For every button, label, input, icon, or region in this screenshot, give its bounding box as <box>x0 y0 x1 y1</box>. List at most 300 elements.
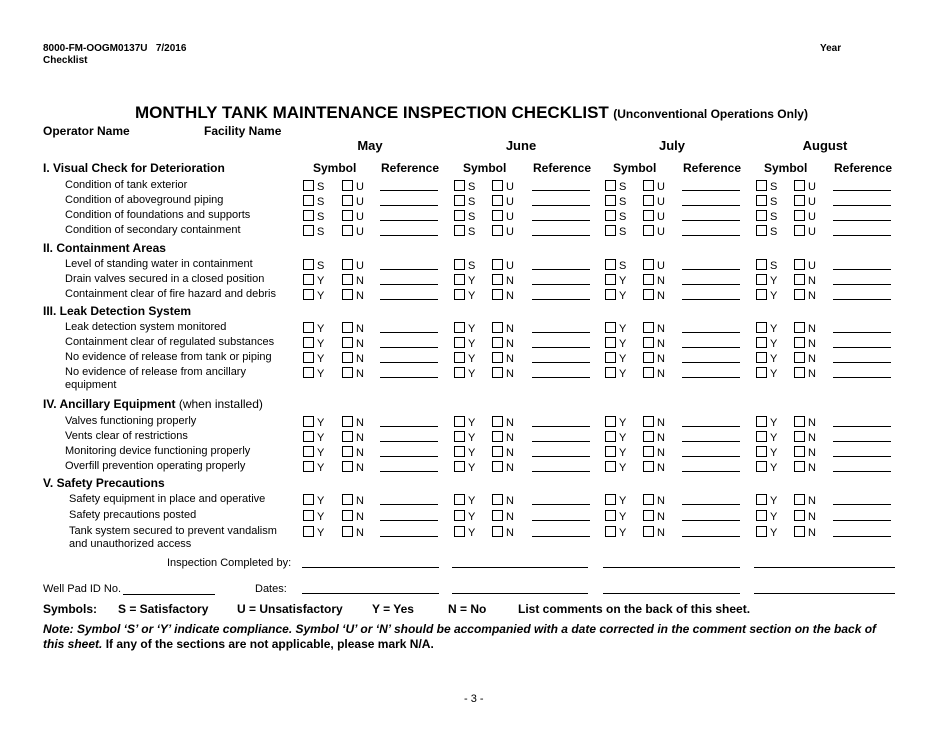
checkbox-square[interactable] <box>303 494 314 505</box>
reference-field[interactable] <box>833 377 891 378</box>
checkbox-square[interactable] <box>756 431 767 442</box>
checkbox-y[interactable] <box>454 494 475 507</box>
checkbox-y[interactable] <box>454 352 475 365</box>
checkbox-y[interactable] <box>454 510 475 523</box>
checkbox-n[interactable] <box>492 367 514 380</box>
checkbox-s[interactable] <box>454 259 475 272</box>
reference-field[interactable] <box>380 504 438 505</box>
checkbox-square[interactable] <box>303 210 314 221</box>
checkbox-n[interactable] <box>342 526 364 539</box>
checkbox-square[interactable] <box>303 337 314 348</box>
checkbox-square[interactable] <box>756 289 767 300</box>
checkbox-square[interactable] <box>303 195 314 206</box>
checkbox-square[interactable] <box>643 461 654 472</box>
checkbox-square[interactable] <box>794 431 805 442</box>
checkbox-u[interactable] <box>342 225 364 238</box>
checkbox-square[interactable] <box>643 510 654 521</box>
reference-field[interactable] <box>532 235 590 236</box>
checkbox-n[interactable] <box>643 431 665 444</box>
well-pad-id-field[interactable] <box>123 594 215 595</box>
checkbox-square[interactable] <box>454 225 465 236</box>
checkbox-square[interactable] <box>794 195 805 206</box>
checkbox-square[interactable] <box>342 195 353 206</box>
checkbox-square[interactable] <box>794 180 805 191</box>
reference-field[interactable] <box>380 269 438 270</box>
checkbox-square[interactable] <box>794 274 805 285</box>
reference-field[interactable] <box>532 426 590 427</box>
checkbox-square[interactable] <box>492 416 503 427</box>
checkbox-n[interactable] <box>643 322 665 335</box>
checkbox-y[interactable] <box>303 431 324 444</box>
reference-field[interactable] <box>682 471 740 472</box>
checkbox-square[interactable] <box>342 416 353 427</box>
checkbox-square[interactable] <box>605 210 616 221</box>
checkbox-y[interactable] <box>454 274 475 287</box>
checkbox-square[interactable] <box>643 367 654 378</box>
checkbox-square[interactable] <box>605 259 616 270</box>
checkbox-square[interactable] <box>342 274 353 285</box>
checkbox-square[interactable] <box>756 526 767 537</box>
checkbox-square[interactable] <box>342 337 353 348</box>
checkbox-square[interactable] <box>492 225 503 236</box>
checkbox-square[interactable] <box>756 367 767 378</box>
checkbox-n[interactable] <box>643 367 665 380</box>
checkbox-square[interactable] <box>454 180 465 191</box>
checkbox-y[interactable] <box>756 446 777 459</box>
checkbox-s[interactable] <box>454 225 475 238</box>
checkbox-square[interactable] <box>643 210 654 221</box>
checkbox-square[interactable] <box>303 180 314 191</box>
checkbox-square[interactable] <box>605 289 616 300</box>
checkbox-u[interactable] <box>342 210 364 223</box>
checkbox-y[interactable] <box>605 274 626 287</box>
checkbox-n[interactable] <box>643 337 665 350</box>
checkbox-square[interactable] <box>643 274 654 285</box>
checkbox-y[interactable] <box>454 367 475 380</box>
reference-field[interactable] <box>682 426 740 427</box>
checkbox-y[interactable] <box>454 322 475 335</box>
checkbox-s[interactable] <box>454 195 475 208</box>
checkbox-square[interactable] <box>605 274 616 285</box>
checkbox-n[interactable] <box>794 510 816 523</box>
checkbox-square[interactable] <box>342 259 353 270</box>
checkbox-u[interactable] <box>492 259 514 272</box>
checkbox-n[interactable] <box>492 461 514 474</box>
checkbox-square[interactable] <box>756 195 767 206</box>
checkbox-square[interactable] <box>454 446 465 457</box>
reference-field[interactable] <box>380 426 438 427</box>
checkbox-square[interactable] <box>454 322 465 333</box>
checkbox-square[interactable] <box>492 526 503 537</box>
reference-field[interactable] <box>380 190 438 191</box>
checkbox-square[interactable] <box>643 337 654 348</box>
checkbox-y[interactable] <box>303 446 324 459</box>
checkbox-u[interactable] <box>794 180 816 193</box>
checkbox-square[interactable] <box>794 225 805 236</box>
checkbox-square[interactable] <box>643 446 654 457</box>
checkbox-square[interactable] <box>794 210 805 221</box>
checkbox-y[interactable] <box>756 494 777 507</box>
checkbox-y[interactable] <box>454 337 475 350</box>
reference-field[interactable] <box>532 520 590 521</box>
checkbox-square[interactable] <box>756 337 767 348</box>
reference-field[interactable] <box>532 190 590 191</box>
checkbox-square[interactable] <box>303 416 314 427</box>
checkbox-square[interactable] <box>492 180 503 191</box>
checkbox-square[interactable] <box>756 225 767 236</box>
checkbox-y[interactable] <box>303 461 324 474</box>
reference-field[interactable] <box>682 536 740 537</box>
checkbox-u[interactable] <box>643 180 665 193</box>
checkbox-y[interactable] <box>454 431 475 444</box>
checkbox-square[interactable] <box>643 289 654 300</box>
checkbox-square[interactable] <box>303 526 314 537</box>
checkbox-y[interactable] <box>756 289 777 302</box>
checkbox-s[interactable] <box>756 210 777 223</box>
checkbox-square[interactable] <box>492 210 503 221</box>
checkbox-square[interactable] <box>342 510 353 521</box>
checkbox-y[interactable] <box>605 446 626 459</box>
checkbox-n[interactable] <box>643 446 665 459</box>
checkbox-s[interactable] <box>605 180 626 193</box>
reference-field[interactable] <box>682 504 740 505</box>
checkbox-n[interactable] <box>794 446 816 459</box>
checkbox-n[interactable] <box>643 352 665 365</box>
checkbox-square[interactable] <box>794 337 805 348</box>
reference-field[interactable] <box>833 235 891 236</box>
checkbox-square[interactable] <box>605 461 616 472</box>
checkbox-square[interactable] <box>643 195 654 206</box>
reference-field[interactable] <box>532 284 590 285</box>
reference-field[interactable] <box>833 504 891 505</box>
checkbox-square[interactable] <box>454 195 465 206</box>
checkbox-n[interactable] <box>492 446 514 459</box>
inspection-completed-by-field[interactable] <box>603 567 740 568</box>
checkbox-y[interactable] <box>756 431 777 444</box>
checkbox-u[interactable] <box>643 259 665 272</box>
checkbox-y[interactable] <box>454 289 475 302</box>
checkbox-y[interactable] <box>454 416 475 429</box>
checkbox-square[interactable] <box>605 526 616 537</box>
checkbox-square[interactable] <box>794 259 805 270</box>
checkbox-y[interactable] <box>756 416 777 429</box>
checkbox-n[interactable] <box>492 352 514 365</box>
checkbox-square[interactable] <box>756 416 767 427</box>
checkbox-n[interactable] <box>492 494 514 507</box>
reference-field[interactable] <box>532 441 590 442</box>
checkbox-square[interactable] <box>303 289 314 300</box>
reference-field[interactable] <box>532 362 590 363</box>
reference-field[interactable] <box>532 471 590 472</box>
checkbox-square[interactable] <box>492 274 503 285</box>
checkbox-n[interactable] <box>342 431 364 444</box>
reference-field[interactable] <box>682 284 740 285</box>
checkbox-n[interactable] <box>794 289 816 302</box>
reference-field[interactable] <box>682 456 740 457</box>
checkbox-n[interactable] <box>492 431 514 444</box>
checkbox-s[interactable] <box>756 259 777 272</box>
checkbox-square[interactable] <box>643 259 654 270</box>
checkbox-square[interactable] <box>454 510 465 521</box>
reference-field[interactable] <box>380 299 438 300</box>
checkbox-square[interactable] <box>454 461 465 472</box>
checkbox-n[interactable] <box>342 352 364 365</box>
checkbox-y[interactable] <box>605 352 626 365</box>
checkbox-u[interactable] <box>643 210 665 223</box>
reference-field[interactable] <box>380 205 438 206</box>
reference-field[interactable] <box>682 299 740 300</box>
reference-field[interactable] <box>682 520 740 521</box>
checkbox-n[interactable] <box>342 367 364 380</box>
reference-field[interactable] <box>682 269 740 270</box>
checkbox-square[interactable] <box>756 461 767 472</box>
checkbox-y[interactable] <box>756 322 777 335</box>
checkbox-y[interactable] <box>303 289 324 302</box>
checkbox-square[interactable] <box>643 431 654 442</box>
checkbox-y[interactable] <box>756 510 777 523</box>
checkbox-square[interactable] <box>756 494 767 505</box>
reference-field[interactable] <box>833 269 891 270</box>
reference-field[interactable] <box>380 471 438 472</box>
checkbox-y[interactable] <box>303 274 324 287</box>
checkbox-square[interactable] <box>342 494 353 505</box>
checkbox-s[interactable] <box>303 259 324 272</box>
checkbox-n[interactable] <box>794 494 816 507</box>
checkbox-square[interactable] <box>454 259 465 270</box>
checkbox-n[interactable] <box>342 274 364 287</box>
checkbox-square[interactable] <box>342 352 353 363</box>
checkbox-s[interactable] <box>303 225 324 238</box>
checkbox-square[interactable] <box>492 446 503 457</box>
checkbox-u[interactable] <box>492 210 514 223</box>
checkbox-square[interactable] <box>454 416 465 427</box>
checkbox-square[interactable] <box>605 431 616 442</box>
reference-field[interactable] <box>833 520 891 521</box>
checkbox-square[interactable] <box>794 416 805 427</box>
reference-field[interactable] <box>682 235 740 236</box>
checkbox-y[interactable] <box>454 446 475 459</box>
checkbox-u[interactable] <box>794 259 816 272</box>
checkbox-square[interactable] <box>342 367 353 378</box>
checkbox-square[interactable] <box>454 352 465 363</box>
checkbox-square[interactable] <box>492 337 503 348</box>
checkbox-s[interactable] <box>605 210 626 223</box>
checkbox-u[interactable] <box>492 180 514 193</box>
checkbox-n[interactable] <box>342 461 364 474</box>
checkbox-square[interactable] <box>454 289 465 300</box>
reference-field[interactable] <box>833 190 891 191</box>
checkbox-u[interactable] <box>492 225 514 238</box>
checkbox-n[interactable] <box>492 337 514 350</box>
checkbox-y[interactable] <box>605 494 626 507</box>
checkbox-s[interactable] <box>605 195 626 208</box>
reference-field[interactable] <box>380 332 438 333</box>
checkbox-n[interactable] <box>492 526 514 539</box>
checkbox-square[interactable] <box>303 510 314 521</box>
reference-field[interactable] <box>380 520 438 521</box>
reference-field[interactable] <box>682 220 740 221</box>
reference-field[interactable] <box>833 220 891 221</box>
checkbox-square[interactable] <box>342 210 353 221</box>
checkbox-y[interactable] <box>605 461 626 474</box>
checkbox-s[interactable] <box>303 210 324 223</box>
reference-field[interactable] <box>833 536 891 537</box>
checkbox-y[interactable] <box>756 367 777 380</box>
checkbox-square[interactable] <box>303 225 314 236</box>
checkbox-u[interactable] <box>643 195 665 208</box>
checkbox-u[interactable] <box>342 180 364 193</box>
checkbox-y[interactable] <box>303 494 324 507</box>
checkbox-square[interactable] <box>454 494 465 505</box>
checkbox-square[interactable] <box>756 322 767 333</box>
reference-field[interactable] <box>682 205 740 206</box>
checkbox-square[interactable] <box>794 289 805 300</box>
reference-field[interactable] <box>833 426 891 427</box>
reference-field[interactable] <box>833 299 891 300</box>
checkbox-n[interactable] <box>492 322 514 335</box>
checkbox-u[interactable] <box>492 195 514 208</box>
checkbox-square[interactable] <box>756 274 767 285</box>
checkbox-n[interactable] <box>643 416 665 429</box>
reference-field[interactable] <box>532 536 590 537</box>
checkbox-n[interactable] <box>794 337 816 350</box>
checkbox-square[interactable] <box>605 322 616 333</box>
checkbox-square[interactable] <box>756 446 767 457</box>
checkbox-square[interactable] <box>756 352 767 363</box>
checkbox-u[interactable] <box>794 210 816 223</box>
checkbox-n[interactable] <box>794 416 816 429</box>
checkbox-y[interactable] <box>454 526 475 539</box>
checkbox-square[interactable] <box>342 180 353 191</box>
reference-field[interactable] <box>532 332 590 333</box>
reference-field[interactable] <box>380 536 438 537</box>
dates-field[interactable] <box>452 593 588 594</box>
checkbox-s[interactable] <box>756 180 777 193</box>
checkbox-n[interactable] <box>492 289 514 302</box>
reference-field[interactable] <box>833 471 891 472</box>
checkbox-square[interactable] <box>492 510 503 521</box>
checkbox-n[interactable] <box>794 431 816 444</box>
checkbox-square[interactable] <box>756 259 767 270</box>
checkbox-y[interactable] <box>303 526 324 539</box>
checkbox-n[interactable] <box>643 526 665 539</box>
checkbox-y[interactable] <box>605 337 626 350</box>
reference-field[interactable] <box>833 205 891 206</box>
checkbox-n[interactable] <box>342 446 364 459</box>
checkbox-n[interactable] <box>794 526 816 539</box>
reference-field[interactable] <box>682 377 740 378</box>
checkbox-square[interactable] <box>492 259 503 270</box>
reference-field[interactable] <box>380 347 438 348</box>
reference-field[interactable] <box>833 362 891 363</box>
checkbox-y[interactable] <box>756 274 777 287</box>
checkbox-square[interactable] <box>454 210 465 221</box>
reference-field[interactable] <box>833 441 891 442</box>
reference-field[interactable] <box>380 284 438 285</box>
checkbox-n[interactable] <box>794 461 816 474</box>
checkbox-square[interactable] <box>643 322 654 333</box>
checkbox-n[interactable] <box>342 337 364 350</box>
checkbox-y[interactable] <box>303 352 324 365</box>
checkbox-square[interactable] <box>342 289 353 300</box>
checkbox-square[interactable] <box>643 352 654 363</box>
checkbox-u[interactable] <box>342 195 364 208</box>
reference-field[interactable] <box>380 456 438 457</box>
checkbox-square[interactable] <box>605 446 616 457</box>
reference-field[interactable] <box>833 456 891 457</box>
checkbox-square[interactable] <box>303 352 314 363</box>
inspection-completed-by-field[interactable] <box>754 567 895 568</box>
checkbox-n[interactable] <box>492 416 514 429</box>
reference-field[interactable] <box>532 299 590 300</box>
reference-field[interactable] <box>682 332 740 333</box>
checkbox-square[interactable] <box>454 526 465 537</box>
checkbox-y[interactable] <box>303 367 324 380</box>
checkbox-square[interactable] <box>794 510 805 521</box>
checkbox-square[interactable] <box>303 367 314 378</box>
checkbox-square[interactable] <box>756 510 767 521</box>
checkbox-square[interactable] <box>605 494 616 505</box>
checkbox-s[interactable] <box>756 225 777 238</box>
reference-field[interactable] <box>532 205 590 206</box>
checkbox-n[interactable] <box>342 510 364 523</box>
checkbox-square[interactable] <box>605 510 616 521</box>
checkbox-y[interactable] <box>605 431 626 444</box>
checkbox-n[interactable] <box>342 416 364 429</box>
checkbox-square[interactable] <box>756 180 767 191</box>
checkbox-square[interactable] <box>342 446 353 457</box>
checkbox-square[interactable] <box>342 225 353 236</box>
reference-field[interactable] <box>532 347 590 348</box>
checkbox-square[interactable] <box>492 461 503 472</box>
reference-field[interactable] <box>682 190 740 191</box>
checkbox-square[interactable] <box>794 352 805 363</box>
checkbox-y[interactable] <box>605 510 626 523</box>
dates-field[interactable] <box>754 593 895 594</box>
reference-field[interactable] <box>682 347 740 348</box>
checkbox-u[interactable] <box>342 259 364 272</box>
reference-field[interactable] <box>380 441 438 442</box>
checkbox-square[interactable] <box>492 367 503 378</box>
checkbox-square[interactable] <box>492 352 503 363</box>
checkbox-square[interactable] <box>794 367 805 378</box>
reference-field[interactable] <box>532 456 590 457</box>
checkbox-square[interactable] <box>794 446 805 457</box>
reference-field[interactable] <box>833 347 891 348</box>
checkbox-square[interactable] <box>303 461 314 472</box>
checkbox-n[interactable] <box>794 352 816 365</box>
checkbox-y[interactable] <box>756 526 777 539</box>
reference-field[interactable] <box>833 332 891 333</box>
checkbox-y[interactable] <box>605 289 626 302</box>
checkbox-y[interactable] <box>756 337 777 350</box>
inspection-completed-by-field[interactable] <box>302 567 439 568</box>
checkbox-square[interactable] <box>303 274 314 285</box>
checkbox-s[interactable] <box>454 210 475 223</box>
checkbox-square[interactable] <box>342 461 353 472</box>
checkbox-square[interactable] <box>643 180 654 191</box>
checkbox-square[interactable] <box>643 526 654 537</box>
checkbox-s[interactable] <box>454 180 475 193</box>
checkbox-square[interactable] <box>643 494 654 505</box>
checkbox-square[interactable] <box>342 431 353 442</box>
checkbox-y[interactable] <box>303 322 324 335</box>
checkbox-n[interactable] <box>342 322 364 335</box>
checkbox-square[interactable] <box>605 195 616 206</box>
checkbox-n[interactable] <box>492 274 514 287</box>
checkbox-square[interactable] <box>492 494 503 505</box>
checkbox-n[interactable] <box>643 274 665 287</box>
